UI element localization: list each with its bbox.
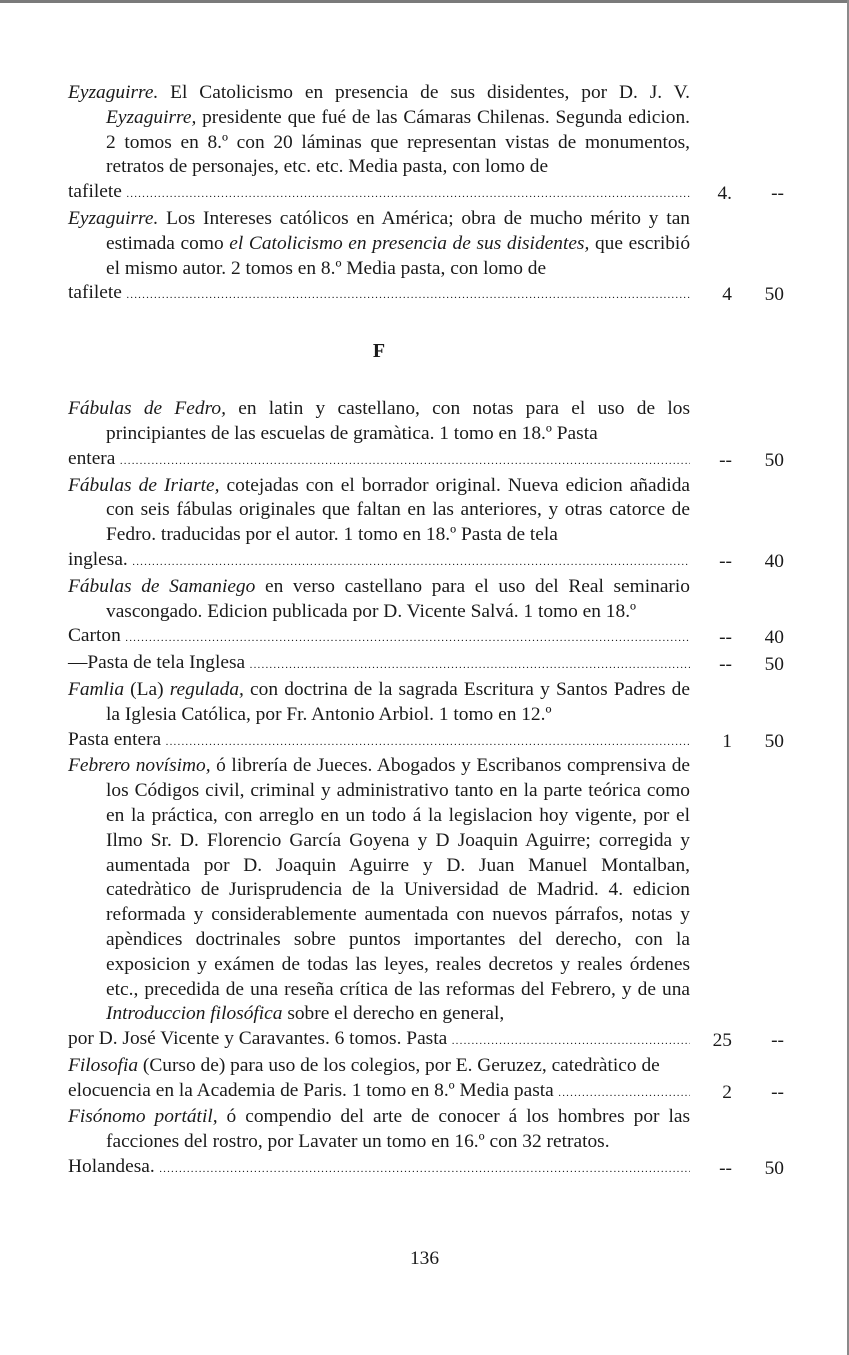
entry-description — [68, 474, 690, 575]
last-line-text: Holandesa. — [68, 1156, 155, 1178]
price — [690, 626, 784, 651]
catalog-entry — [68, 1105, 784, 1181]
italic-text: Eyzaguirre. — [68, 207, 159, 229]
price-cents: 50 — [764, 449, 784, 471]
dot-leader — [248, 653, 690, 678]
italic-text: regulada, — [169, 678, 244, 700]
catalog-entry — [68, 575, 784, 651]
entry-description — [68, 81, 690, 207]
catalog-entry — [68, 1054, 784, 1106]
entry-last-line — [68, 180, 690, 207]
price — [690, 182, 784, 207]
entry-text: en latin y castellano, con notas para el uso de los principiantes de las escuelas de gramàtica. 1 tomo en 18.º Pasta — [106, 398, 690, 444]
italic-text: Fisónomo portátil, — [68, 1106, 218, 1128]
catalog-page — [68, 81, 784, 1182]
last-line-text: Carton — [68, 625, 121, 647]
section-heading: F — [372, 340, 386, 363]
italic-text: Fábulas de Samaniego — [68, 575, 256, 597]
entry-last-line — [68, 1027, 690, 1054]
italic-text: el Catolicismo en presencia de sus disidentes, — [229, 232, 590, 254]
price-pesos: 1 — [722, 730, 732, 752]
catalog-entry — [68, 754, 784, 1054]
entry-text: (Curso de) para uso de los colegios, por E. Geruzez, catedràtico de — [138, 1054, 660, 1076]
entry-last-line — [68, 447, 690, 474]
price-pesos: -- — [719, 654, 732, 676]
price — [690, 1157, 784, 1182]
entry-text: (La) — [124, 678, 170, 700]
entry-last-line — [68, 624, 690, 651]
entry-text: ó librería de Jueces. Abogados y Escribanos comprensiva de los Códigos civil, criminal y administrativo tanto en la parte teórica como en la práctica, con arreglo en un todo á la legislacion hoy vigente, por el Ilmo Sr. D. Florencio García Goyena y D Joaquin Aguirre; corregida y aumentada por D. Joaquin Aguirre y D. Juan Manuel Montalban, catedràtico de Jurisprudencia de la Universidad de Madrid. 4. edicion reformada y considerablemente aumentada con nuevos párrafos, notas y apèndices doctrinales sobre puntos importantes del derecho, con la exposicion y exámen de todas las leyes, reales decretos y reales órdenes etc., precedida de una reseña crítica de las reformas del Febrero, y de una — [106, 755, 691, 1000]
italic-text: Febrero novísimo, — [68, 755, 211, 777]
italic-text: Fábulas de Iriarte, — [68, 474, 220, 496]
dot-leader — [557, 1081, 690, 1106]
price-pesos: 4 — [722, 284, 732, 306]
entry-text: cotejadas con el borrador original. Nueva edicion añadida con seis fábulas originales que faltan en las anteriores, y otras catorce de Fedro. traducidas por el autor. 1 tomo en 18.º Pasta de tela — [106, 474, 690, 546]
last-line-text: Pasta entera — [68, 728, 162, 750]
dot-leader — [125, 182, 690, 207]
catalog-entry — [68, 474, 784, 575]
entries-after — [68, 397, 784, 1182]
price-pesos: 4. — [717, 183, 732, 205]
price-pesos: 2 — [722, 1081, 732, 1103]
price-cents: 50 — [764, 730, 784, 752]
entry-description — [68, 397, 690, 473]
catalog-entry — [68, 397, 784, 473]
entry-last-line — [68, 728, 690, 755]
catalog-entry — [68, 81, 784, 207]
entry-last-line — [68, 281, 690, 308]
price-cents: 50 — [764, 284, 784, 306]
price-cents: 40 — [764, 627, 784, 649]
dot-leader — [164, 730, 690, 755]
entry-description — [68, 678, 690, 754]
price-cents: 40 — [764, 550, 784, 572]
italic-text: Eyzaguirre. — [68, 82, 159, 103]
price-cents: 50 — [764, 1158, 784, 1180]
italic-text: Famlia — [68, 678, 125, 700]
last-line-text: inglesa. — [68, 548, 128, 570]
entry-text: en verso castellano para el uso del Real seminario vascongado. Edicion publicada por D. Vicente Salvá. 1 tomo en 18.º — [106, 575, 690, 622]
price — [690, 283, 784, 308]
price-pesos: -- — [719, 1158, 732, 1180]
dot-leader — [124, 626, 690, 651]
entry-description — [68, 754, 690, 1054]
last-line-text: tafilete — [68, 181, 122, 203]
page-number: 136 — [409, 1248, 440, 1269]
entry-description — [68, 207, 690, 308]
price — [690, 1029, 784, 1054]
price — [690, 653, 784, 678]
italic-text: Filosofia — [68, 1054, 139, 1076]
price-pesos: 25 — [712, 1030, 732, 1052]
entry-text: presidente que fué de las Cámaras Chilenas. Segunda edicion. 2 tomos en 8.º con 20 láminas que representan vistas de monumentos, retratos de personajes, etc. etc. Media pasta, con lomo de — [106, 106, 690, 178]
last-line-text: entera — [68, 447, 116, 469]
last-line-text: elocuencia en la Academia de Paris. 1 tomo en 8.º Media pasta — [68, 1079, 554, 1101]
italic-text: Introduccion filosófica — [106, 1003, 283, 1025]
last-line-text: por D. José Vicente y Caravantes. 6 tomos. Pasta — [68, 1028, 448, 1050]
entry-text: con doctrina de la sagrada Escritura y Santos Padres de la Iglesia Católica, por Fr. Antonio Arbiol. 1 tomo en 12.º — [106, 678, 690, 725]
entry-description — [68, 1105, 690, 1181]
entry-last-line — [68, 548, 690, 575]
price-cents: -- — [771, 1081, 784, 1103]
entry-description — [68, 575, 690, 651]
price — [690, 730, 784, 755]
last-line-text: —Pasta de tela Inglesa — [68, 652, 246, 674]
price-cents: -- — [771, 183, 784, 205]
entry-description — [68, 651, 690, 678]
price-cents: 50 — [764, 654, 784, 676]
dot-leader — [158, 1157, 690, 1182]
catalog-entry — [68, 207, 784, 308]
entries-before — [68, 81, 784, 308]
entry-last-line — [68, 1079, 690, 1106]
price-pesos: -- — [719, 627, 732, 649]
catalog-entry — [68, 678, 784, 754]
price — [690, 1081, 784, 1106]
price-pesos: -- — [719, 550, 732, 572]
entry-text: que escribió el mismo autor. 2 tomos en 8.º Media pasta, con lomo de — [106, 232, 691, 279]
entry-last-line — [68, 651, 690, 678]
entry-text: Los Intereses católicos en América; obra de mucho mérito y tan estimada como — [106, 207, 690, 254]
italic-text: Fábulas de Fedro, — [68, 398, 226, 420]
last-line-text: tafilete — [68, 282, 122, 304]
price — [690, 550, 784, 575]
entry-description — [68, 1054, 690, 1106]
dot-leader — [125, 283, 690, 308]
entry-last-line — [68, 1155, 690, 1182]
price — [690, 449, 784, 474]
catalog-entry — [68, 651, 784, 678]
price-cents: -- — [771, 1030, 784, 1052]
top-border — [0, 0, 849, 3]
dot-leader — [131, 550, 690, 575]
italic-text: Eyzaguirre, — [106, 106, 197, 128]
entry-text: El Catolicismo en presencia de sus disidentes, por D. J. V. — [158, 82, 690, 103]
entry-text: sobre el derecho en general, — [282, 1003, 505, 1025]
dot-leader — [450, 1029, 690, 1054]
entry-text: ó compendio del arte de conocer á los hombres por las facciones del rostro, por Lavater un tomo en 16.º con 32 retratos. — [106, 1106, 690, 1153]
price-pesos: -- — [719, 449, 732, 471]
dot-leader — [118, 449, 690, 474]
